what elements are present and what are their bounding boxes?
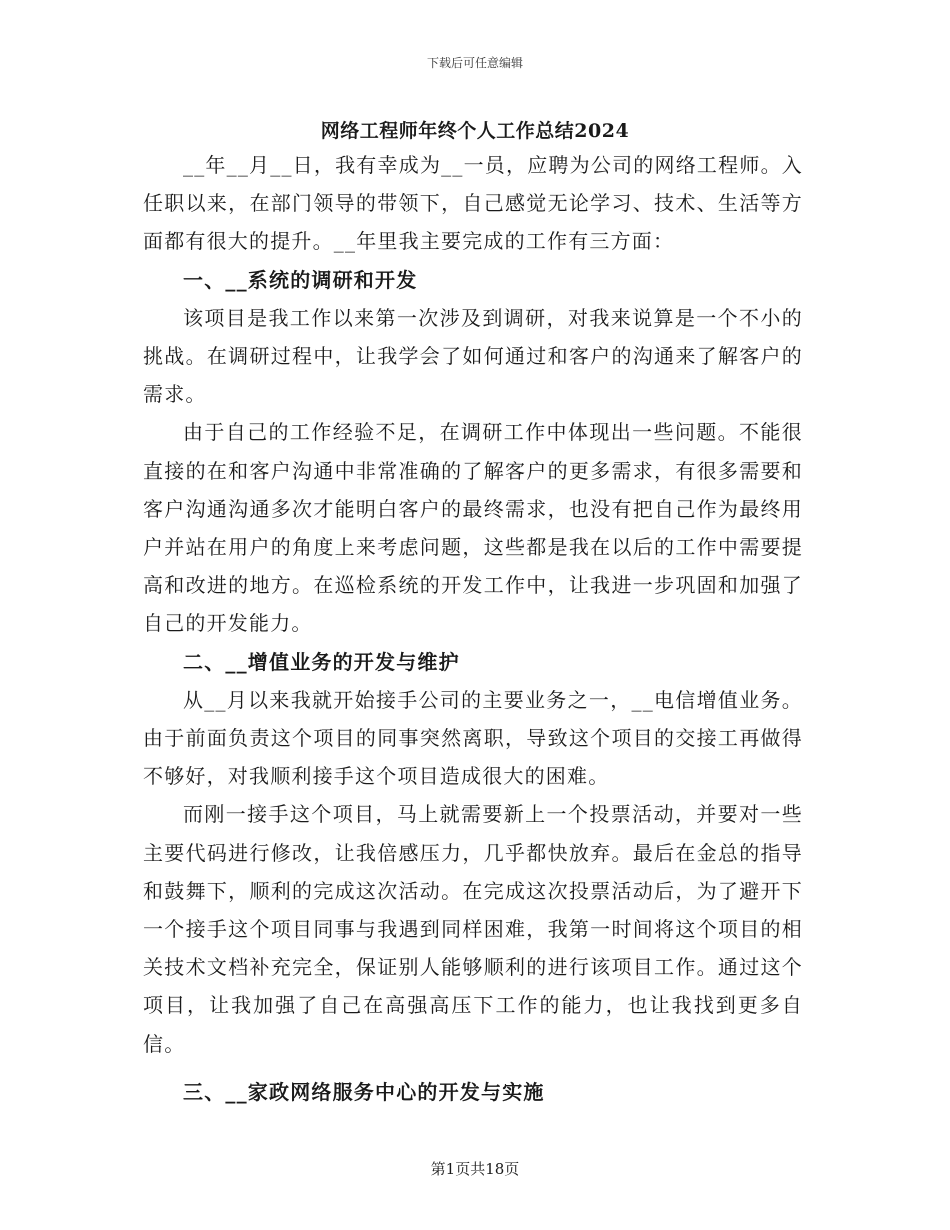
- section-heading-1: 一、__系统的调研和开发: [183, 267, 418, 292]
- header-note: 下载后可任意编辑: [426, 56, 523, 70]
- intro-paragraph: __年__月__日，我有幸成为__一员，应聘为公司的网络工程师。入任职以来，在部门领导的带领下，自己感觉无论学习、技术、生活等方面都有很大的提升。__年里我主要完成的工作有三方面：: [143, 153, 803, 254]
- document-title: 网络工程师年终个人工作总结2024: [320, 120, 630, 142]
- document-body: [143, 146, 803, 1111]
- page-number: 第1页共18页: [430, 1160, 520, 1178]
- section-heading-3: 三、__家政网络服务中心的开发与实施: [183, 1079, 545, 1104]
- section-heading-2: 二、__增值业务的开发与维护: [183, 649, 460, 674]
- section-2-paragraph-1: 从__月以来我就开始接手公司的主要业务之一，__电信增值业务。由于前面负责这个项目的同事突然离职，导致这个项目的交接工再做得不够好，对我顺利接手这个项目造成很大的困难。: [143, 687, 803, 789]
- section-1-paragraph-2: 由于自己的工作经验不足，在调研工作中体现出一些问题。不能很直接的在和客户沟通中非常准确的了解客户的更多需求，有很多需要和客户沟通沟通多次才能明白客户的最终需求，也没有把自己作为最终用户并站在用户的角度上来考虑问题，这些都是我在以后的工作中需要提高和改进的地方。在巡检系统的开发工作中，让我进一步巩固和加强了自己的开发能力。: [143, 420, 803, 636]
- section-2-paragraph-2: 而刚一接手这个项目，马上就需要新上一个投票活动，并要对一些主要代码进行修改，让我倍感压力，几乎都快放弃。最后在金总的指导和鼓舞下，顺利的完成这次活动。在完成这次投票活动后，为了避开下一个接手这个项目同事与我遇到同样困难，我第一时间将这个项目的相关技术文档补充完全，保证别人能够顺利的进行该项目工作。通过这个项目，让我加强了自己在高强高压下工作的能力，也让我找到更多自信。: [143, 802, 803, 1056]
- section-1-paragraph-1: 该项目是我工作以来第一次涉及到调研，对我来说算是一个不小的挑战。在调研过程中，让我学会了如何通过和客户的沟通来了解客户的需求。: [143, 305, 803, 407]
